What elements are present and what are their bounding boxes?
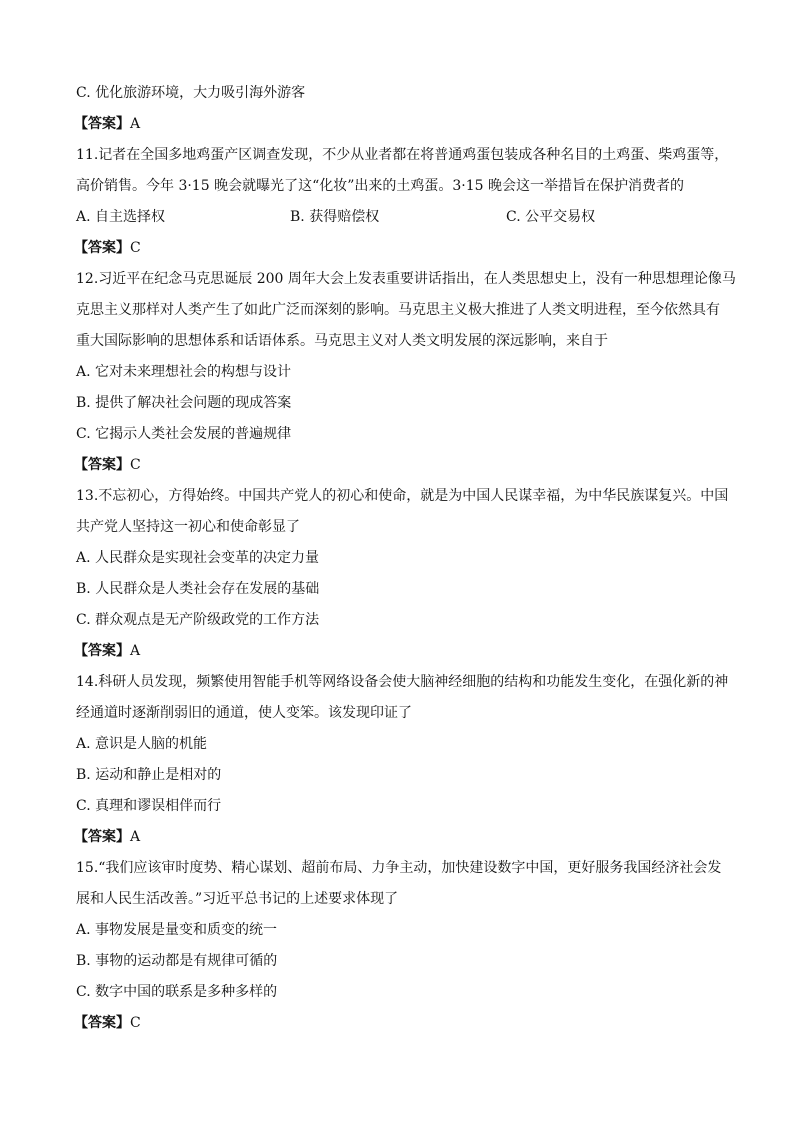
option-b: B. 获得赔偿权 [290, 209, 380, 226]
question-15 [76, 853, 726, 1039]
answer-line [74, 450, 726, 481]
answer-value: C [130, 457, 141, 474]
document-page [74, 78, 736, 1039]
question-text-line: 共产党人坚持这一初心和使命彰显了 [76, 519, 300, 536]
question-text-line: 15.“我们应该审时度势、精心谋划、超前布局、力争主动，加快建设数字中国，更好服务我国经济社会发 [76, 860, 722, 877]
option-a: A. 意识是人脑的机能 [76, 736, 208, 753]
option-a: A. 人民群众是实现社会变革的决定力量 [76, 550, 320, 567]
answer-label: 【答案】 [74, 829, 130, 846]
answer-label: 【答案】 [74, 457, 130, 474]
answer-line [74, 822, 726, 853]
question-13 [74, 481, 729, 667]
question-14 [74, 667, 729, 853]
answer-label: 【答案】 [74, 1015, 130, 1032]
option-c: C. 它揭示人类社会发展的普遍规律 [76, 426, 292, 443]
option-c: C. 数字中国的联系是多种多样的 [76, 984, 278, 1001]
options-row [76, 202, 726, 233]
answer-line [74, 109, 726, 140]
answer-label: 【答案】 [74, 240, 130, 257]
question-11 [74, 140, 729, 264]
option-c: C. 群众观点是无产阶级政党的工作方法 [76, 612, 320, 629]
answer-label: 【答案】 [74, 643, 130, 660]
answer-line [74, 1008, 726, 1039]
question-text-line: 高价销售。今年 3·15 晚会就曝光了这“化妆”出来的土鸡蛋。3·15 晚会这一举措旨在保护消费者的 [76, 178, 685, 195]
option-c: C. 公平交易权 [506, 209, 596, 226]
question-text-line: 展和人民生活改善。”习近平总书记的上述要求体现了 [76, 891, 399, 908]
question-text-line: 12.习近平在纪念马克思诞辰 200 周年大会上发表重要讲话指出，在人类思想史上，没有一种思想理论像马 [76, 271, 736, 288]
question-text-line: 经通道时逐渐削弱旧的通道，使人变笨。该发现印证了 [76, 705, 412, 722]
question-text-line: 克思主义那样对人类产生了如此广泛而深刻的影响。马克思主义极大推进了人类文明进程，至今依然具有 [76, 302, 720, 319]
answer-value: A [130, 643, 141, 660]
option-a: A. 它对未来理想社会的构想与设计 [76, 364, 292, 381]
question-text-line: 13.不忘初心，方得始终。中国共产党人的初心和使命，就是为中国人民谋幸福，为中华民族谋复兴。中国 [76, 488, 729, 505]
answer-label: 【答案】 [74, 116, 130, 133]
answer-value: C [130, 1015, 141, 1032]
question-text-line: 11.记者在全国多地鸡蛋产区调查发现，不少从业者都在将普通鸡蛋包装成各种名目的土鸡蛋、柴鸡蛋等， [76, 147, 729, 164]
option-a: A. 事物发展是量变和质变的统一 [76, 922, 278, 939]
answer-line [74, 636, 726, 667]
answer-value: A [130, 116, 141, 133]
answer-value: C [130, 240, 141, 257]
option-b: B. 提供了解决社会问题的现成答案 [76, 395, 292, 412]
option-line: C. 优化旅游环境，大力吸引海外游客 [76, 85, 306, 101]
question-text-line: 14.科研人员发现，频繁使用智能手机等网络设备会使大脑神经细胞的结构和功能发生变化，在强化新的神 [76, 674, 729, 691]
question-text-line: 重大国际影响的思想体系和话语体系。马克思主义对人类文明发展的深远影响，来自于 [76, 333, 608, 350]
answer-value: A [130, 829, 141, 846]
option-a: A. 自主选择权 [76, 209, 166, 226]
answer-line [74, 233, 726, 264]
option-c: C. 真理和谬误相伴而行 [76, 798, 222, 815]
question-12 [74, 264, 736, 481]
option-b: B. 事物的运动都是有规律可循的 [76, 953, 278, 970]
option-b: B. 人民群众是人类社会存在发展的基础 [76, 581, 320, 598]
option-b: B. 运动和静止是相对的 [76, 767, 222, 784]
